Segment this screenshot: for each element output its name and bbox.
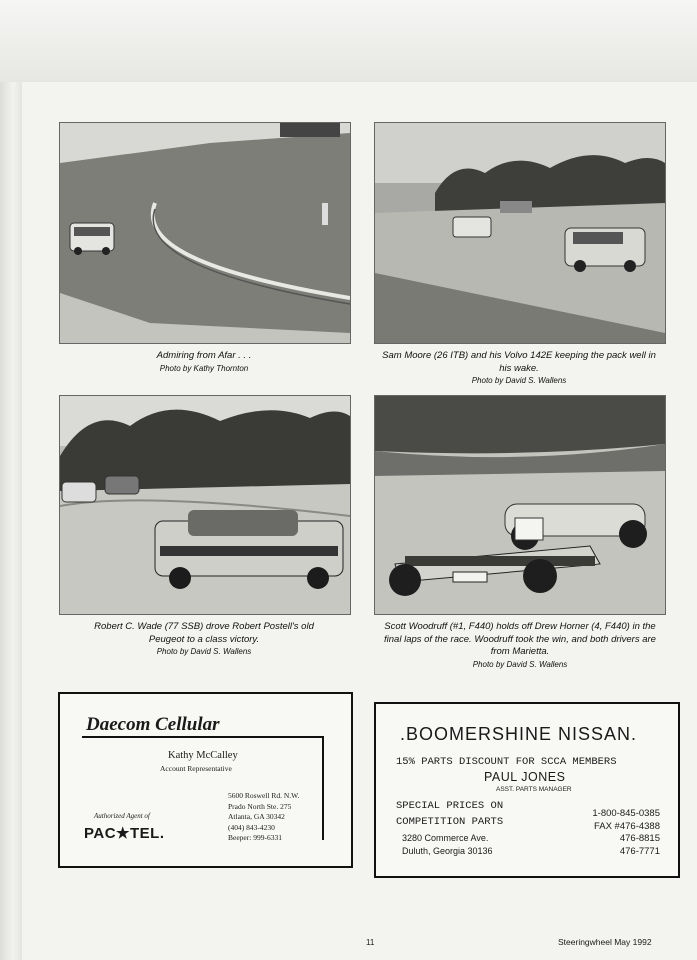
photo-caption-1 [82, 350, 326, 374]
page-top-margin [0, 0, 697, 82]
dealer-phones [592, 808, 660, 858]
caption-text: Sam Moore (26 ITB) and his Volvo 142E keeping the pack well in his wake. [382, 350, 656, 374]
contact-title: ASST. PARTS MANAGER [496, 786, 572, 793]
address-line: Atlanta, GA 30342 [228, 812, 285, 821]
daecom-contact-name: Kathy McCalley [168, 750, 238, 761]
address-line: Duluth, Georgia 30136 [402, 845, 493, 856]
dealer-address [402, 832, 493, 857]
photo-credit: Photo by David S. Wallens [471, 376, 567, 385]
photo-credit: Photo by Kathy Thornton [159, 363, 249, 373]
pactel-logo: PAC★TEL. [84, 825, 165, 842]
publication-footer: Steeringwheel May 1992 [558, 937, 652, 947]
fax-line: FAX #476-4388 [593, 820, 660, 832]
ad-divider [82, 736, 322, 738]
boomershine-nissan-ad [374, 702, 680, 878]
photo-woodruff-horner-f440 [374, 395, 666, 615]
caption-text: Admiring from Afar . . . [156, 350, 252, 361]
photo-caption-2 [382, 350, 656, 386]
photo-caption-3 [82, 621, 326, 657]
ad-divider [322, 736, 324, 840]
photo-sam-moore-volvo [374, 122, 666, 344]
phone-line: 1-800-845-0385 [592, 808, 660, 819]
page-number: 11 [366, 938, 375, 947]
photo-admiring-from-afar [59, 122, 351, 344]
binding-edge [0, 82, 22, 960]
caption-text: Robert C. Wade (77 SSB) drove Robert Postell's old Peugeot to a class victory. [94, 621, 314, 645]
phone-line: 476-8815 [619, 833, 660, 844]
daecom-contact-title: Account Representative [160, 764, 232, 773]
daecom-address [228, 791, 299, 844]
photo-caption-4 [378, 621, 662, 670]
magazine-page [22, 82, 697, 960]
phone-line: (404) 843-4230 [228, 822, 275, 832]
address-line: 3280 Commerce Ave. [402, 833, 489, 843]
daecom-company-name: Daecom Cellular [86, 714, 220, 735]
special-line: COMPETITION PARTS [396, 816, 504, 828]
daecom-cellular-ad [58, 692, 353, 868]
contact-name: PAUL JONES [484, 770, 566, 784]
address-line: 5600 Roswell Rd. N.W. [228, 791, 300, 800]
special-prices [396, 798, 503, 830]
photo-credit: Photo by David S. Wallens [156, 647, 252, 656]
authorized-agent-label: Authorized Agent of [94, 812, 150, 820]
photo-credit: Photo by David S. Wallens [472, 659, 568, 669]
photo-robert-wade-peugeot [59, 395, 351, 615]
caption-text: Scott Woodruff (#1, F440) holds off Drew Horner (4, F440) in the final laps of the race. Woodruff took the win, and both drivers are from Marietta. [384, 621, 656, 657]
address-line: Prado North Ste. 275 [228, 801, 292, 811]
dealer-name: .BOOMERSHINE NISSAN. [400, 724, 638, 744]
special-line: SPECIAL PRICES ON [396, 800, 504, 812]
phone-line: 476-7771 [619, 845, 660, 857]
beeper-line: Beeper: 999-6331 [228, 833, 282, 842]
scca-discount: 15% PARTS DISCOUNT FOR SCCA MEMBERS [396, 756, 617, 768]
